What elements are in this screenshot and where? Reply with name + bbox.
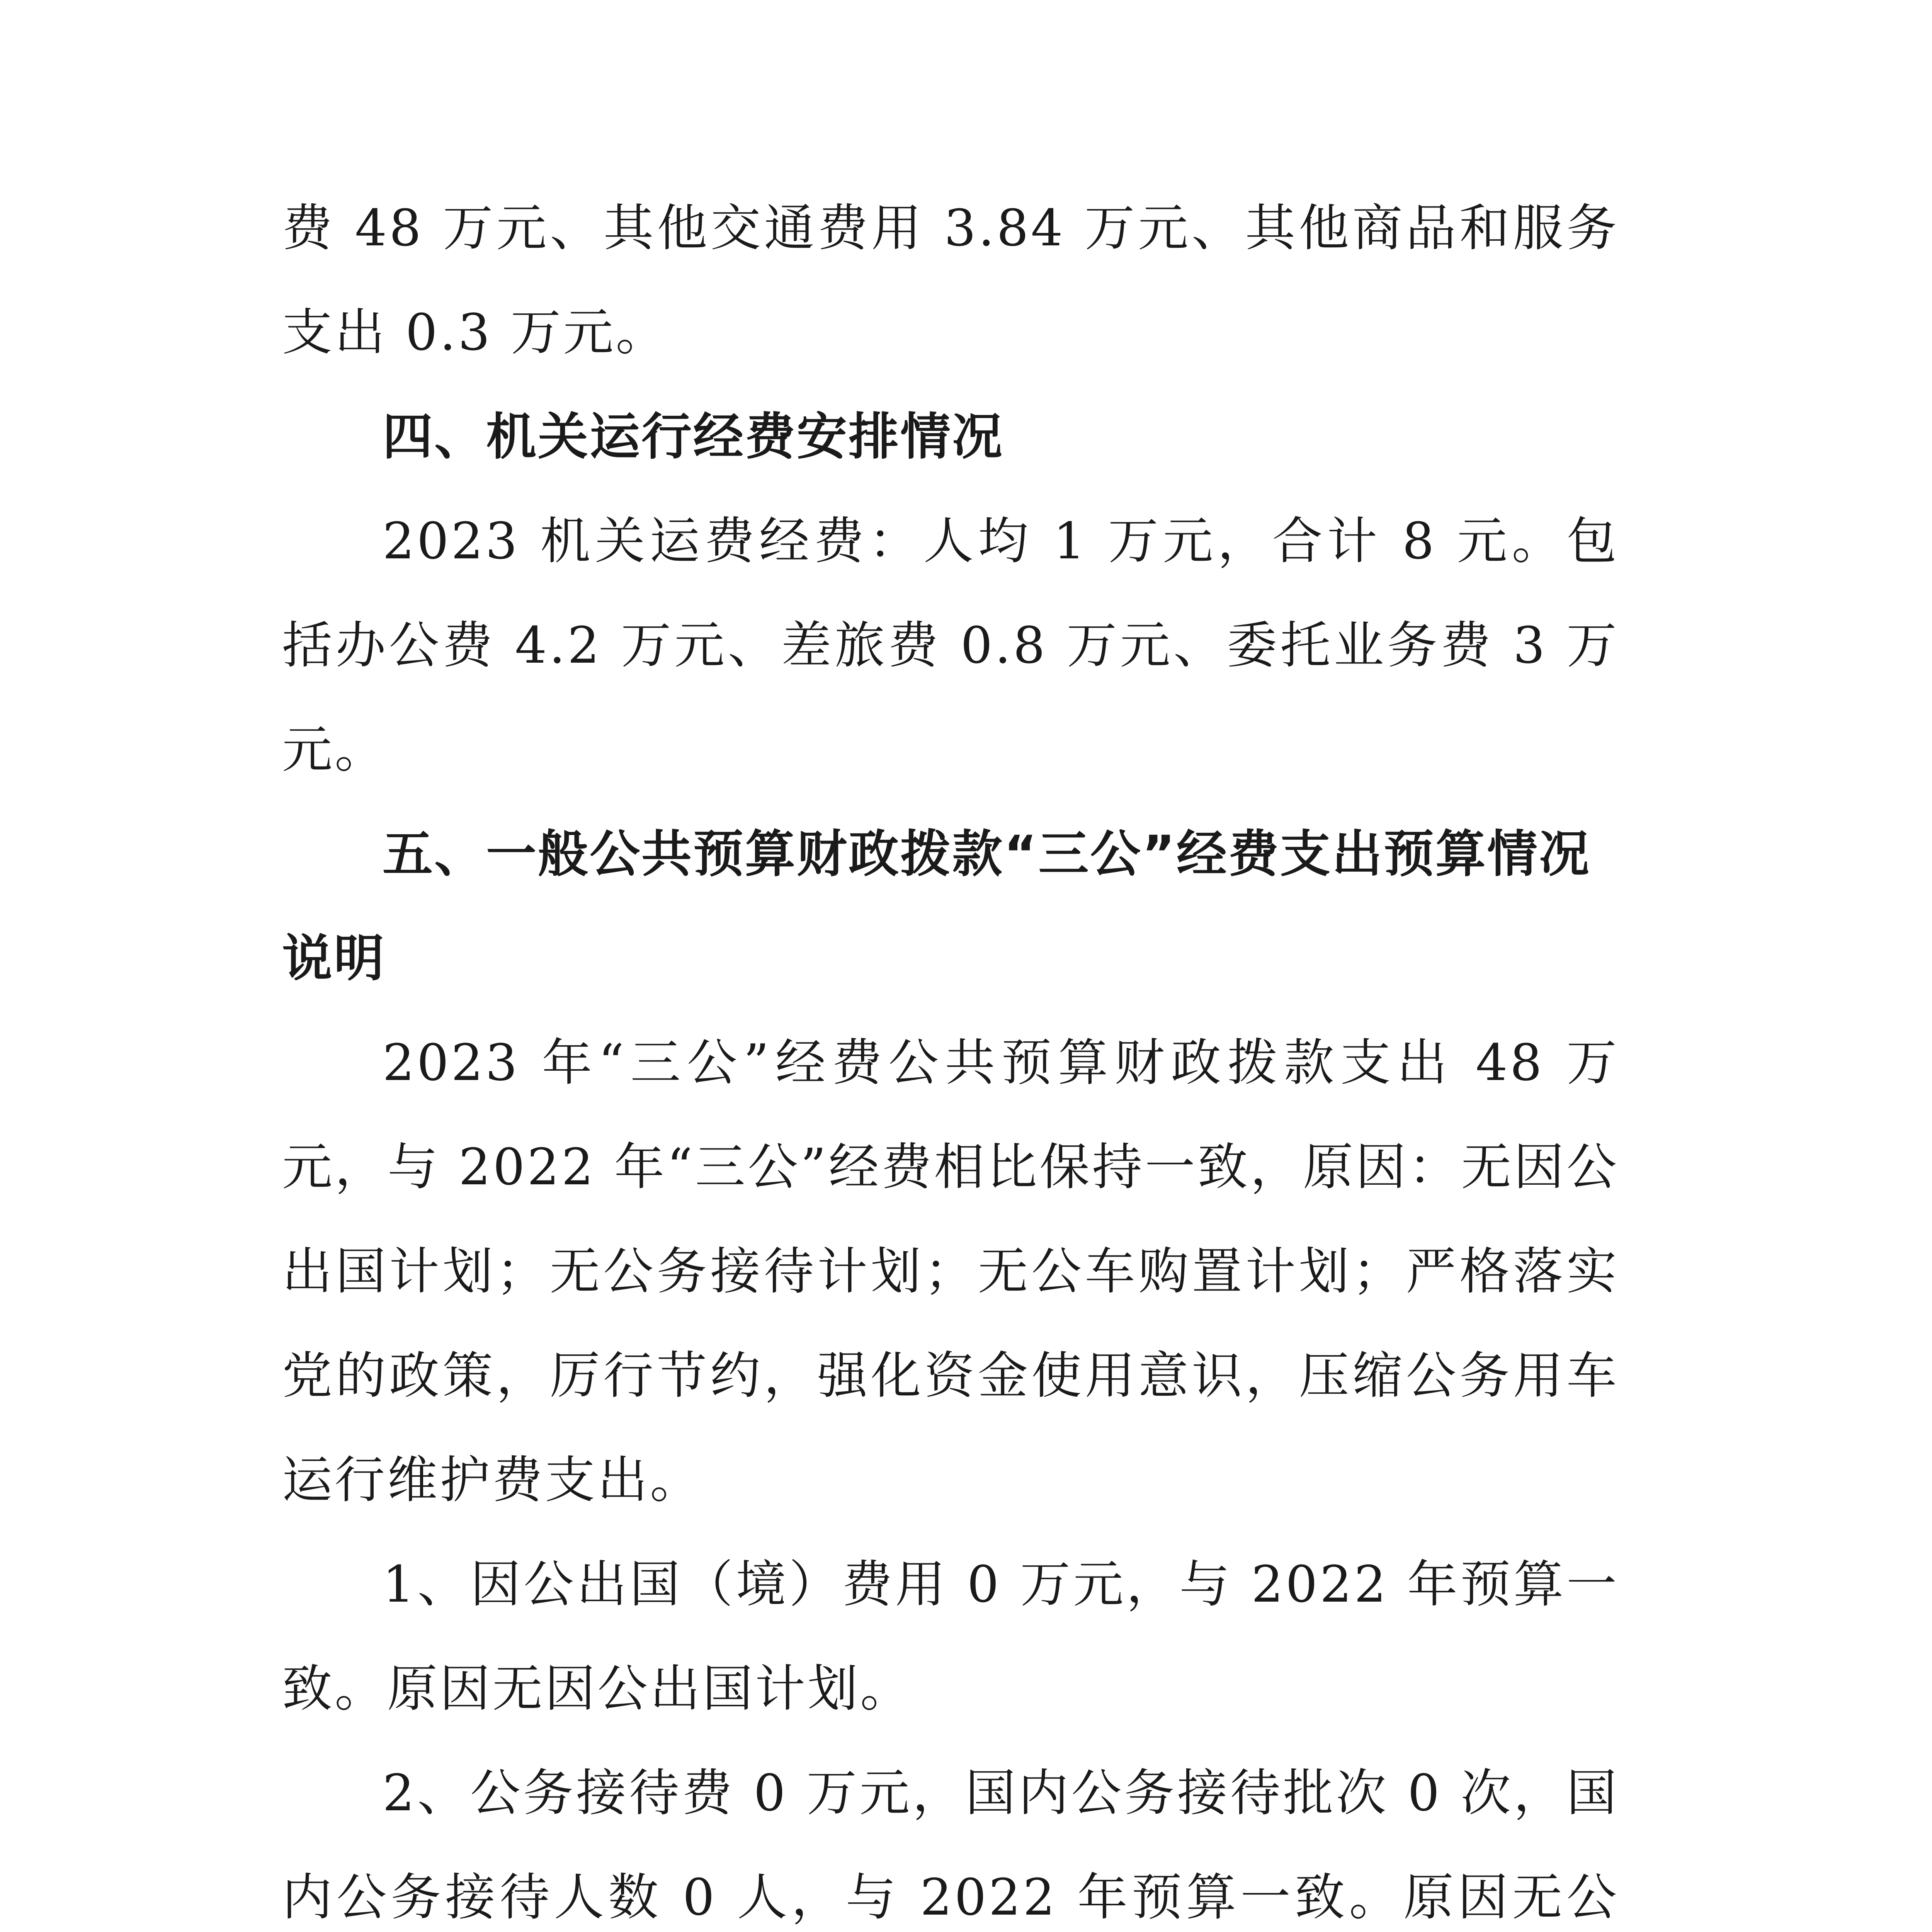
- continued-paragraph: 费 48 万元、其他交通费用 3.84 万元、其他商品和服务支出 0.3 万元。: [282, 199, 1619, 362]
- item-2-paragraph: 2、公务接待费 0 万元，国内公务接待批次 0 次，国内公务接待人数 0 人，与 2022 年预算一致。原因无公: [282, 1764, 1619, 1927]
- document-body: [282, 176, 1619, 1932]
- section-heading-4: 四、机关运行经费安排情况: [383, 407, 1004, 466]
- section-4-paragraph: 2023 机关运费经费：人均 1 万元，合计 8 元。包括办公费 4.2 万元、差旅费 0.8 万元、委托业务费 3 万元。: [282, 512, 1619, 779]
- item-1-paragraph: 1、因公出国（境）费用 0 万元，与 2022 年预算一致。原因无因公出国计划。: [282, 1555, 1619, 1718]
- section-5-paragraph: 2023 年“三公”经费公共预算财政拨款支出 48 万元，与 2022 年“三公”经费相比保持一致，原因：无因公出国计划；无公务接待计划；无公车购置计划；严格落实党的政策，厉行节约，强化资金使用意识，压缩公务用车运行维护费支出。: [282, 1033, 1619, 1509]
- section-heading-5: 五、一般公共预算财政拨款“三公”经费支出预算情况说明: [282, 825, 1591, 988]
